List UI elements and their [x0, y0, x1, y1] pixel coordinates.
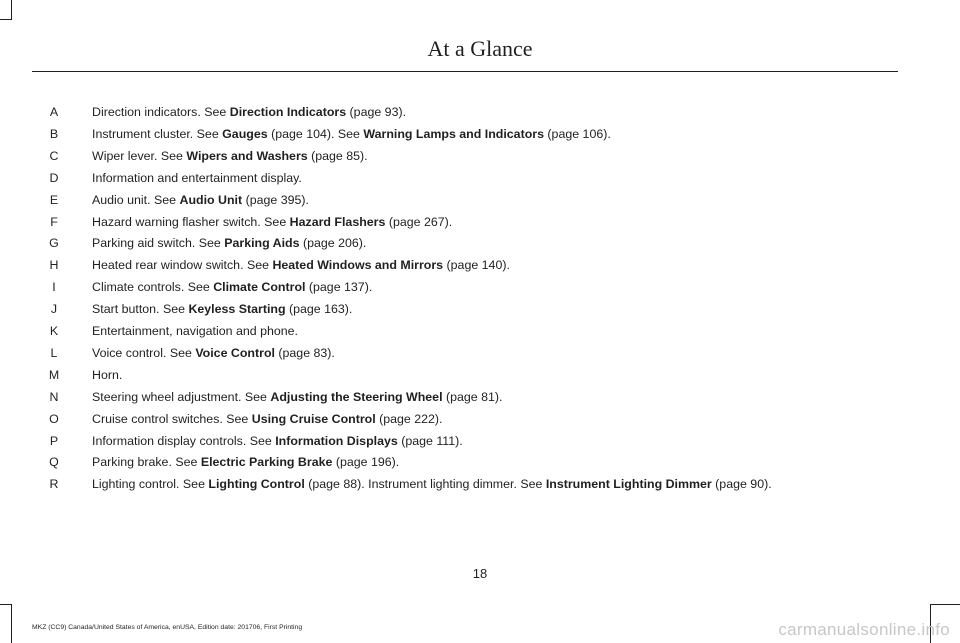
description-text: (page 106).: [543, 126, 611, 141]
description-text: (page 206).: [299, 236, 367, 251]
description-text: (page 137).: [305, 280, 373, 295]
cross-reference-link[interactable]: Information Displays: [275, 433, 398, 448]
legend-letter: A: [49, 105, 59, 119]
legend-description: [92, 233, 366, 253]
page-number: 18: [472, 566, 488, 581]
legend-description: [92, 255, 510, 275]
legend-letter: O: [49, 411, 59, 426]
legend-description: [92, 321, 298, 341]
cross-reference-link[interactable]: Using Cruise Control: [251, 411, 376, 426]
description-text: (page 83).: [274, 345, 335, 360]
header-divider: [32, 71, 898, 72]
cross-reference-link[interactable]: Direction Indicators: [229, 105, 347, 119]
cross-reference-link[interactable]: Electric Parking Brake: [200, 455, 333, 470]
legend-description: [92, 365, 122, 385]
crop-mark-bottom-right-horizontal: [930, 604, 960, 605]
watermark: carmanualsonline.info: [778, 620, 950, 639]
description-text: Entertainment, navigation and phone.: [92, 324, 298, 338]
description-text: (page 111).: [397, 433, 463, 448]
legend-description: [92, 168, 302, 188]
description-text: Wiper lever. See: [92, 148, 187, 163]
description-text: Information and entertainment display.: [92, 170, 302, 185]
description-text: (page 81).: [442, 389, 503, 404]
legend-description: [92, 277, 372, 297]
legend-letter: N: [49, 389, 59, 404]
description-text: (page 222).: [375, 411, 443, 426]
cross-reference-link[interactable]: Hazard Flashers: [289, 214, 386, 229]
legend-description: [92, 452, 399, 472]
cross-reference-link[interactable]: Warning Lamps and Indicators: [363, 126, 544, 141]
legend-description: [92, 343, 335, 363]
legend-description: [92, 212, 452, 232]
description-text: Instrument cluster. See: [92, 126, 223, 141]
legend-letter: F: [50, 214, 58, 229]
legend-letter: B: [49, 126, 59, 141]
cross-reference-link[interactable]: Keyless Starting: [188, 302, 286, 317]
legend-letter: R: [49, 477, 59, 492]
legend-description: [92, 102, 406, 122]
legend-letter: C: [49, 148, 59, 163]
edition-footer: MKZ (CC9) Canada/United States of America, enUSA, Edition date: 201706, First Printing: [32, 624, 303, 631]
cross-reference-link[interactable]: Voice Control: [195, 345, 275, 360]
crop-mark-top-left-vertical: [11, 0, 12, 19]
legend-letter: L: [50, 345, 58, 360]
description-text: (page 88). Instrument lighting dimmer. See: [304, 477, 546, 492]
legend-description: [92, 431, 463, 451]
legend-description: [92, 190, 309, 210]
description-text: (page 267).: [385, 214, 453, 229]
legend-letter: E: [49, 192, 59, 207]
description-text: (page 90).: [711, 477, 772, 492]
description-text: (page 140).: [443, 258, 510, 273]
description-text: Start button. See: [92, 302, 189, 317]
cross-reference-link[interactable]: Lighting Control: [208, 477, 305, 492]
legend-description: [92, 146, 368, 166]
description-text: (page 163).: [285, 302, 353, 317]
cross-reference-link[interactable]: Heated Windows and Mirrors: [272, 258, 444, 273]
crop-mark-top-left-horizontal: [0, 19, 12, 20]
legend-letter: H: [49, 258, 59, 273]
cross-reference-link[interactable]: Adjusting the Steering Wheel: [270, 389, 443, 404]
description-text: Steering wheel adjustment. See: [92, 389, 271, 404]
description-text: Parking brake. See: [92, 455, 201, 470]
crop-mark-bottom-left-vertical: [11, 604, 12, 643]
description-text: (page 196).: [332, 455, 400, 470]
description-text: Heated rear window switch. See: [92, 258, 273, 273]
description-text: Direction indicators. See: [92, 105, 230, 119]
legend-letter: M: [48, 367, 60, 382]
description-text: Horn.: [92, 367, 123, 382]
cross-reference-link[interactable]: Parking Aids: [224, 236, 300, 251]
legend-letter: D: [49, 170, 59, 185]
cross-reference-link[interactable]: Wipers and Washers: [186, 148, 308, 163]
crop-mark-bottom-left-horizontal: [0, 604, 12, 605]
description-text: Hazard warning flasher switch. See: [92, 214, 290, 229]
description-text: Audio unit. See: [92, 192, 180, 207]
description-text: Voice control. See: [92, 345, 196, 360]
legend-letter: J: [50, 302, 58, 317]
cross-reference-link[interactable]: Climate Control: [213, 280, 306, 295]
description-text: (page 104). See: [267, 126, 364, 141]
legend-letter: I: [52, 280, 56, 295]
legend-description: [92, 409, 443, 429]
legend-letter: Q: [49, 455, 59, 470]
description-text: Cruise control switches. See: [92, 411, 252, 426]
description-text: Information display controls. See: [92, 433, 276, 448]
cross-reference-link[interactable]: Gauges: [222, 126, 268, 141]
description-text: (page 85).: [307, 148, 368, 163]
legend-description: [92, 474, 772, 494]
description-text: (page 93).: [346, 105, 407, 119]
description-text: Climate controls. See: [92, 280, 214, 295]
legend-letter: G: [49, 236, 59, 251]
legend-description: [92, 387, 502, 407]
description-text: Lighting control. See: [92, 477, 209, 492]
description-text: (page 395).: [242, 192, 309, 207]
cross-reference-link[interactable]: Audio Unit: [179, 192, 243, 207]
legend-letter: P: [49, 433, 59, 448]
page-title: At a Glance: [427, 36, 533, 61]
cross-reference-link[interactable]: Instrument Lighting Dimmer: [545, 477, 712, 492]
legend-letter: K: [49, 324, 59, 338]
legend-description: [92, 124, 611, 144]
description-text: Parking aid switch. See: [92, 236, 225, 251]
legend-description: [92, 299, 352, 319]
